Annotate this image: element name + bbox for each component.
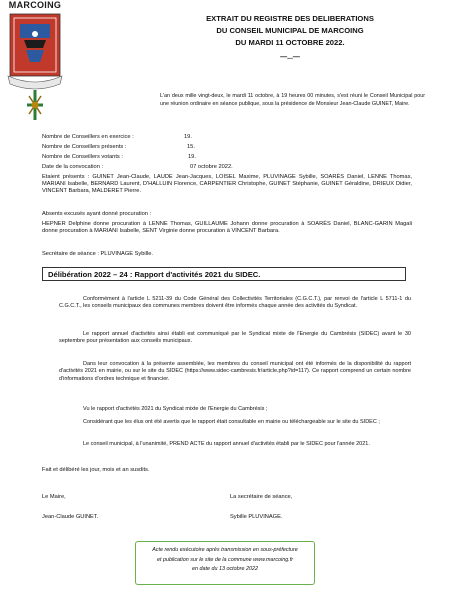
count-row-votants <box>42 154 196 161</box>
count-value: 19. <box>184 134 192 140</box>
header-line-2: DU CONSEIL MUNICIPAL DE MARCOING <box>216 26 364 35</box>
paragraph-3: Dans leur convocation à la présente assemblée, les membres du conseil municipal ont été informés de la disponibilité du rapport d'activités 2021 en mairie, ou sur le site du SIDEC (https://www.sidec-cambresis.fr/article.php?id=117). Ce rapport comprend un certain nombre d'informations d'ordres technique et financier. <box>59 361 411 382</box>
mayor-role: Le Maire, <box>42 494 66 500</box>
absents-list: HEPNER Delphine donne procuration à LENNE Thomas, GUILLAUME Johann donne procuration à SOARÈS Daniel, BLANC-GARIN Magali donne procuration à MARIANI Isabelle, SENT Virginie donne procuration à VINCENT Barbara. <box>42 221 412 235</box>
coat-of-arms <box>0 0 70 140</box>
header-separator: —...— <box>280 54 300 61</box>
count-value: 15. <box>187 144 195 150</box>
crest-shield-icon <box>0 10 70 145</box>
count-row-convocation <box>42 164 233 171</box>
enforcement-note <box>135 541 315 585</box>
footer-line-2: et publication sur le site de la commune www.marcoing.fr <box>156 556 294 563</box>
closing-line: Fait et délibéré les jour, mois et an susdits. <box>42 467 150 473</box>
deliberation-title: Délibération 2022 – 24 : Rapport d'activités 2021 du SIDEC. <box>42 267 406 281</box>
paragraph-1: Conformément à l'article L 5211-39 du Code Général des Collectivités Territoriales (C.G.C.T.), par renvoi de l'article L 5711-1 du C.G.C.T., les conseils municipaux des communes membres doivent être informés chaque année des activités du Syndicat. <box>59 296 411 310</box>
secretary-name: Sybille PLUVINAGE. <box>230 514 283 520</box>
header-line-1: EXTRAIT DU REGISTRE DES DELIBERATIONS <box>206 14 374 23</box>
count-row-exercise <box>42 134 192 141</box>
count-label: Nombre de Conseillers en exercice : <box>42 134 134 140</box>
paragraph-6: Le conseil municipal, à l'unanimité, PREND ACTE du rapport annuel d'activités établi par le SIDEC pour l'année 2021. <box>83 441 370 447</box>
count-label: Date de la convocation : <box>42 164 104 170</box>
count-row-presents <box>42 144 195 151</box>
footer-line-3: en date du 13 octobre 2022 <box>192 566 258 572</box>
count-value: 19. <box>188 154 196 160</box>
intro-text: L'an deux mille vingt-deux, le mardi 11 octobre, à 19 heures 00 minutes, s'est réuni le Conseil Municipal pour une réunion ordinaire en séance publique, sous la présidence de Monsieur Jean-Claude GUINET, Maire. <box>160 93 425 107</box>
absents-title: Absents excusés ayant donné procuration : <box>42 211 152 217</box>
mayor-name: Jean-Claude GUINET. <box>42 514 99 520</box>
presents-list: Etaient présents : GUINET Jean-Claude, LAUDE Jean-Jacques, LOISEL Maxime, PLUVINAGE Sybille, SOARÈS Daniel, LENNE Thomas, MARIANI Isabelle, BERNARD Laurent, D'HALLUIN Florence, CARPENTIER Christophe, GUINET Stéphanie, GUINET Géraldine, DRIEUX Didier, VINCENT Barbara, MALDERET Pierre. <box>42 174 412 195</box>
footer-line-1: Acte rendu exécutoire après transmission en sous-préfecture <box>152 547 298 553</box>
count-label: Nombre de Conseillers votants : <box>42 154 123 160</box>
secretary-role: La secrétaire de séance, <box>230 494 293 500</box>
count-value: 07 octobre 2022. <box>190 164 233 170</box>
count-label: Nombre de Conseillers présents : <box>42 144 127 150</box>
paragraph-2: Le rapport annuel d'activités ainsi établi est communiqué par le Syndicat mixte de l'Energie du Cambrésis (SIDEC) avant le 30 septembre pour présentation aux conseils municipaux. <box>59 331 411 345</box>
secretary: Secrétaire de séance : PLUVINAGE Sybille. <box>42 251 153 257</box>
header-line-3: DU MARDI 11 OCTOBRE 2022. <box>235 38 345 47</box>
paragraph-4: Vu le rapport d'activités 2021 du Syndicat mixte de l'Energie du Cambrésis ; <box>83 406 268 412</box>
paragraph-5: Considérant que les élus ont été avertis que le rapport était consultable en mairie ou téléchargeable sur le site du SIDEC ; <box>83 419 380 425</box>
crest-title: MARCOING <box>8 0 62 10</box>
